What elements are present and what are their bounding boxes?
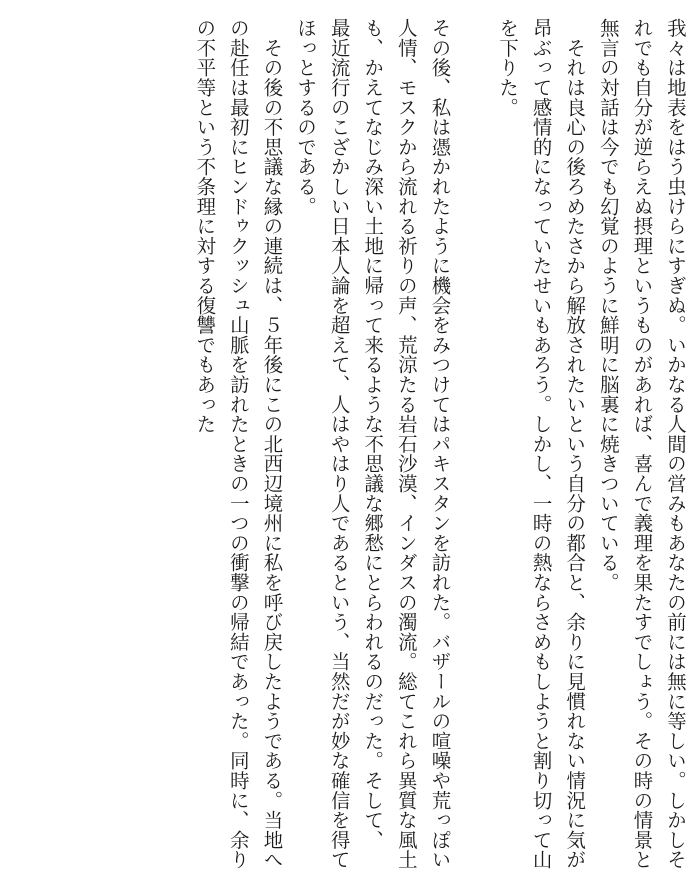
- text-line: 無言の対話は今でも幻覚のように鮮明に脳裏に焼きついている。: [596, 18, 620, 593]
- text-line: の不平等という不条理に対する復讐でもあった: [193, 18, 217, 434]
- text-line: その後、私は憑かれたように機会をみつけてはパキスタンを訪れた。バザールの喧噪や荒っぽい: [428, 18, 452, 869]
- text-line: その後の不思議な縁の連続は、５年後にこの北西辺境州に私を呼び戻したようである。当地へ: [260, 18, 284, 869]
- text-line: を下りた。: [496, 18, 520, 117]
- text-line: それは良心の後ろめたさから解放されたいという自分の都合と、余りに見慣れない情況に気が: [563, 18, 587, 869]
- vertical-text-body: [188, 18, 692, 869]
- text-line: も、かえてなじみ深い土地に帰って来るような不思議な郷愁にとらわれるのだった。そして、: [361, 18, 385, 850]
- paragraph-gap: [456, 18, 490, 798]
- text-line: ほっとするのである。: [294, 18, 318, 216]
- text-line: 人情、モスクから流れる祈りの声、荒涼たる岩石沙漠、インダスの濁流。総てこれら異質な風土: [394, 18, 418, 869]
- text-line: 我々は地表をはう虫けらにすぎぬ。いかなる人間の営みもあなたの前には無に等しい。しかしそ: [664, 18, 687, 869]
- text-line: 昂ぶって感情的になっていたせいもあろう。しかし、一時の熱ならさめもしようと割り切って山: [529, 18, 553, 869]
- text-line: の赴任は最初にヒンドゥクッシュ山脈を訪れたときの一つの衝撃の帰結であった。同時に、余り: [226, 18, 250, 869]
- text-line: れでも自分が逆らえぬ摂理というものがあれば、喜んで義理を果たすでしょう。その時の情景と: [630, 18, 654, 869]
- text-line: 最近流行のこざかしい日本人論を超えて、人はやはり人であるという、当然だが妙な確信を得て: [327, 18, 351, 869]
